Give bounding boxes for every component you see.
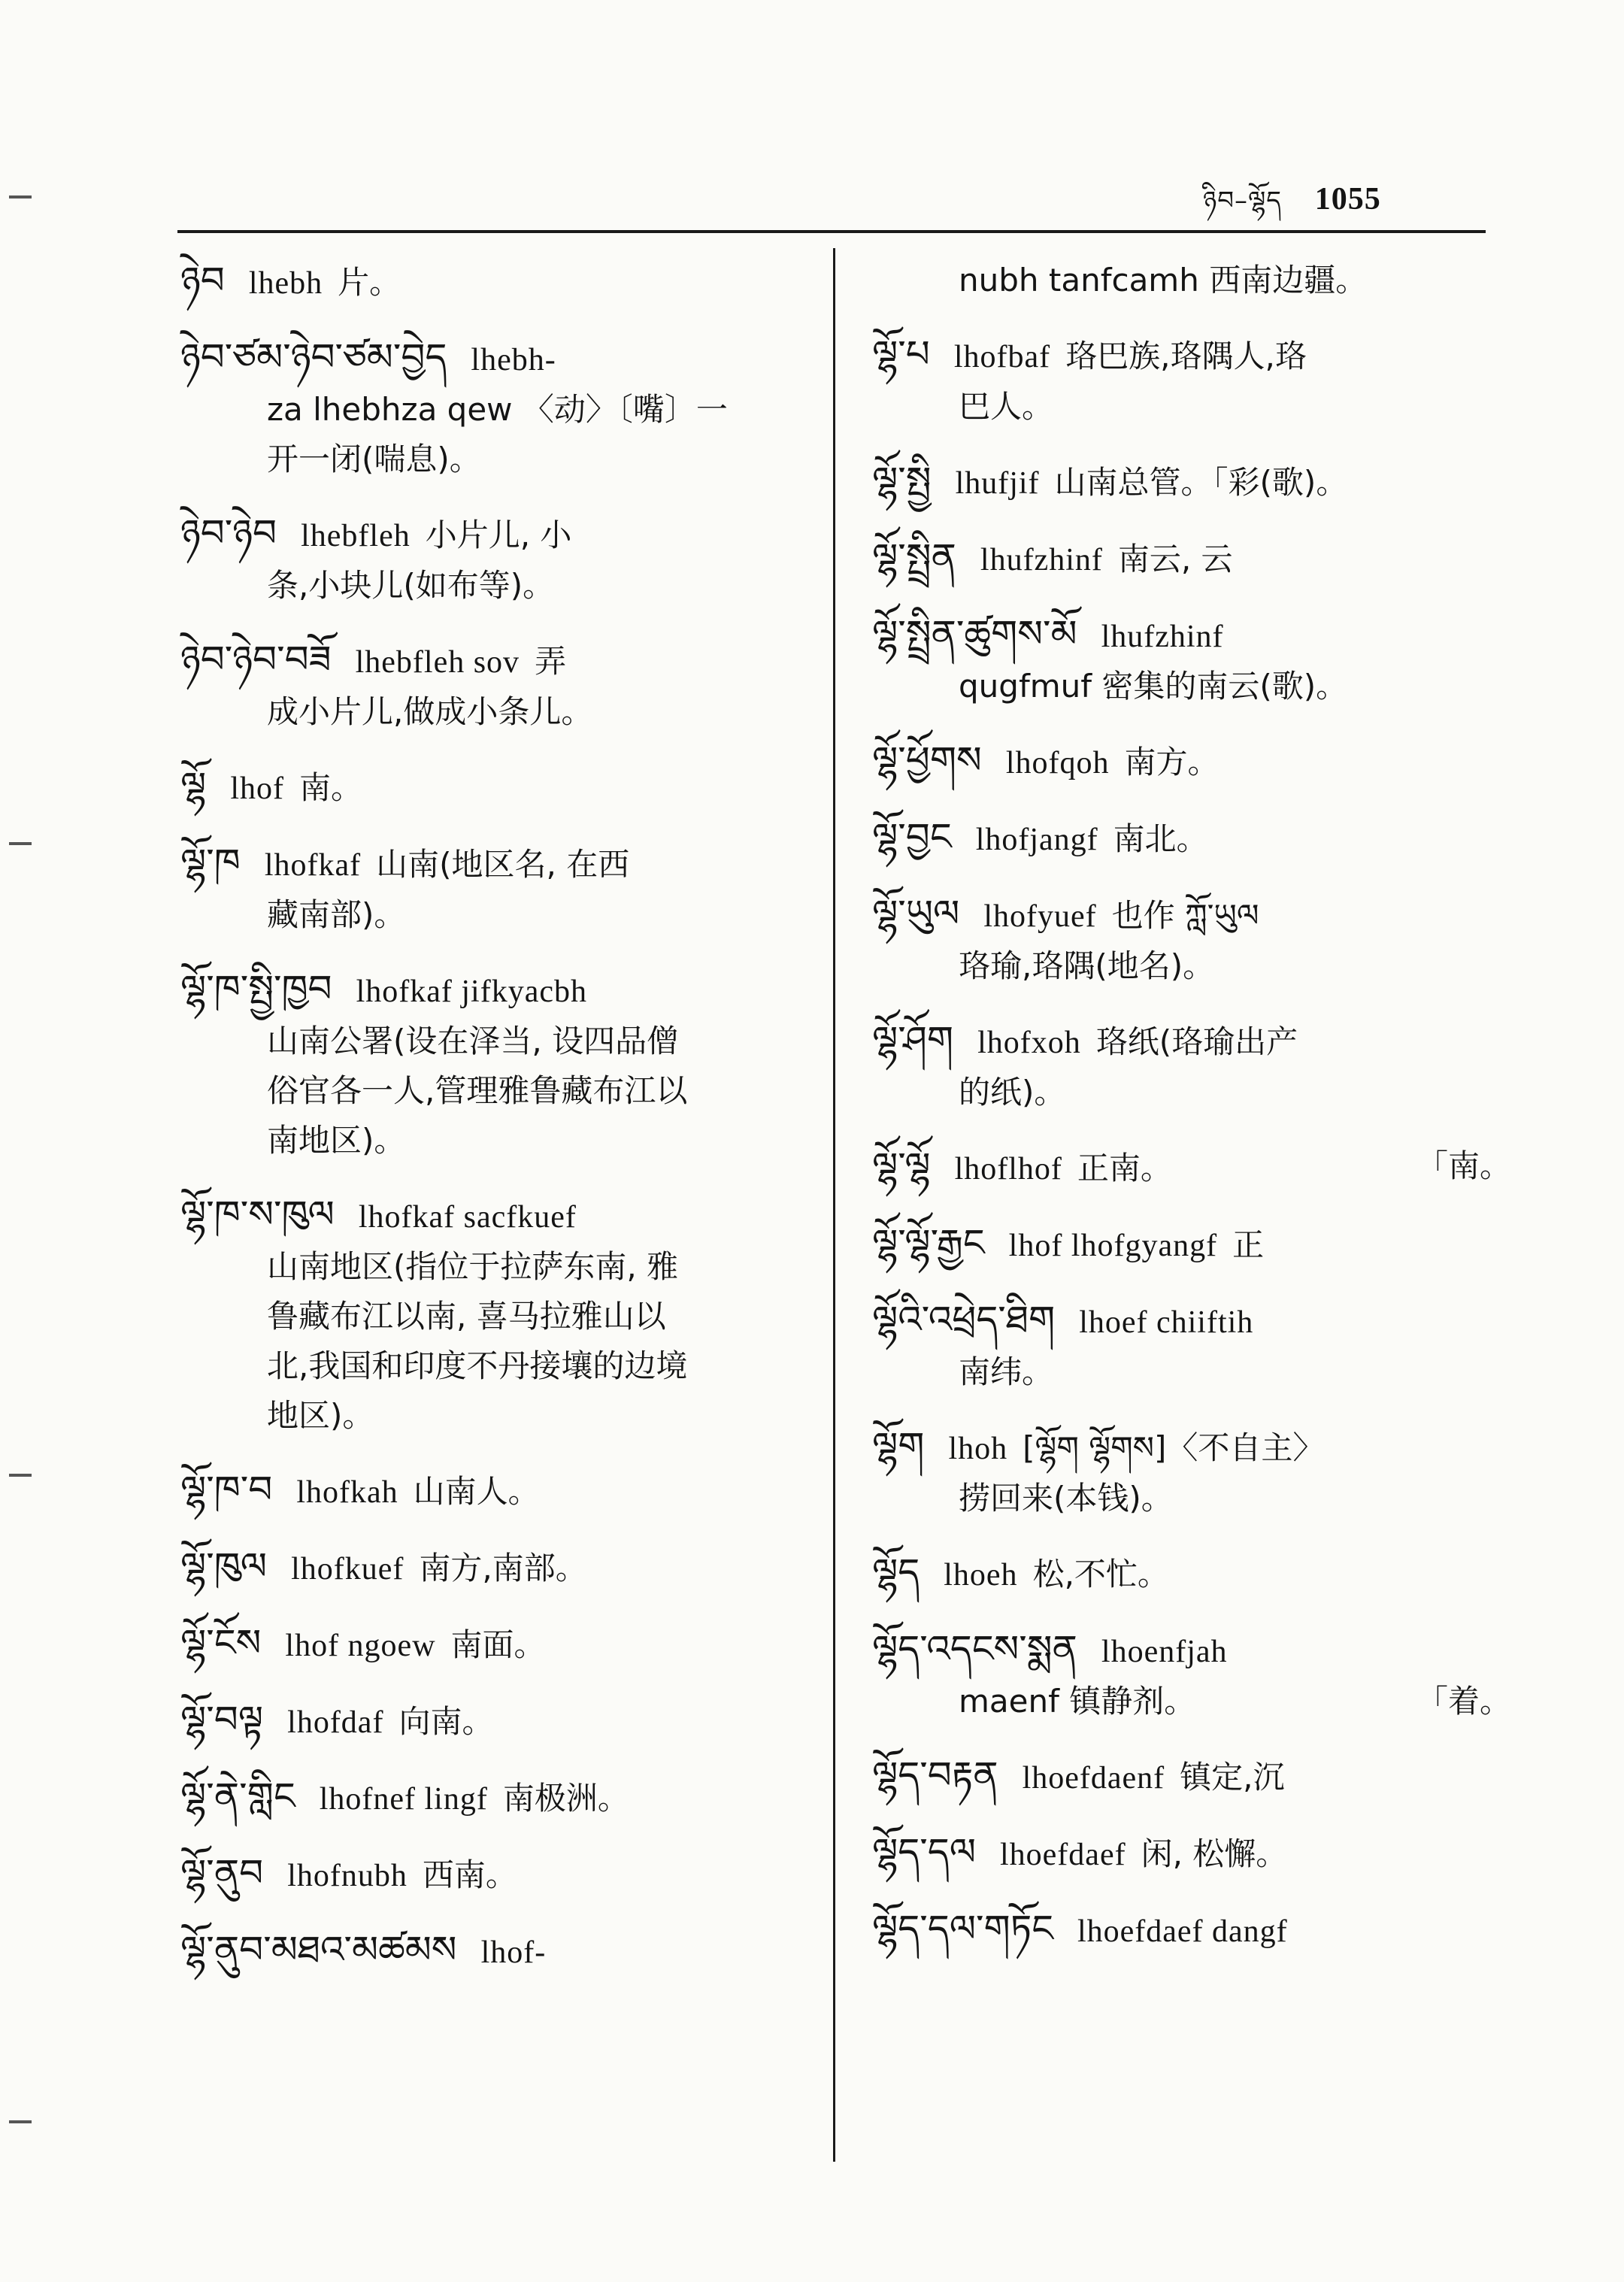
romanization: lhoefdaef dangf bbox=[1077, 1914, 1288, 1949]
gloss: 向南。 bbox=[398, 1703, 494, 1740]
headword: ལྷོའི་འཕྲེད་ཐིག bbox=[872, 1298, 1056, 1341]
dictionary-entry bbox=[872, 1015, 1511, 1117]
headword: ཉེབ་ཉེབ་བཟོ bbox=[180, 638, 332, 681]
dictionary-entry bbox=[872, 812, 1511, 865]
continuation-text: 开一闭(喘息)。 bbox=[267, 441, 481, 477]
romanization: lhoh bbox=[948, 1432, 1008, 1466]
romanization: lhofnubh bbox=[287, 1859, 408, 1893]
gloss: 正 bbox=[1232, 1226, 1265, 1263]
continuation-text: za lhebhza qew 〈动〉〔嘴〕一 bbox=[267, 391, 728, 428]
page-number: 1055 bbox=[1314, 182, 1381, 217]
headword: ལྷོ bbox=[180, 764, 207, 808]
headword: ལྷོ་ཁ་སྤྱི་ཁྱབ bbox=[180, 967, 332, 1011]
dictionary-entry bbox=[180, 1925, 820, 1977]
gloss: 闲, 松懈。 bbox=[1141, 1835, 1288, 1872]
headword: ལྷོད་དལ bbox=[872, 1830, 976, 1874]
scan-mark bbox=[9, 1474, 32, 1477]
headword: ལྷོ་ལྷོ་རྒྱང bbox=[872, 1221, 985, 1265]
headword: ལྷོ་པ bbox=[872, 332, 930, 376]
romanization: lhebfleh bbox=[301, 519, 411, 553]
left-column bbox=[180, 256, 820, 2002]
headword: ལྷོད་བརྟན bbox=[872, 1753, 998, 1797]
gloss: 弄 bbox=[535, 643, 567, 680]
romanization: lhoeh bbox=[944, 1558, 1018, 1593]
entry-line bbox=[872, 456, 1511, 508]
dictionary-entry bbox=[872, 1827, 1511, 1880]
romanization: lhoenfjah bbox=[1101, 1635, 1228, 1669]
dictionary-entry bbox=[872, 889, 1511, 991]
headword: ལྷོ་ཁ bbox=[180, 841, 241, 884]
entry-line bbox=[872, 1068, 1511, 1117]
entry-line bbox=[872, 1347, 1511, 1397]
entry-line bbox=[872, 812, 1511, 865]
dictionary-entry bbox=[872, 1141, 1511, 1194]
entry-line bbox=[872, 329, 1511, 382]
entry-line bbox=[180, 838, 820, 890]
romanization: lhoefdaef bbox=[1000, 1838, 1126, 1872]
gloss: 南方。 bbox=[1124, 744, 1220, 780]
dictionary-entry bbox=[872, 532, 1511, 585]
gloss: 南极洲。 bbox=[502, 1780, 629, 1817]
entry-line bbox=[872, 1677, 1511, 1726]
gloss: 也作 ཀློ་ཡུལ bbox=[1111, 897, 1259, 934]
entry-line bbox=[872, 735, 1511, 788]
headword: ལྷོ་ཤོག bbox=[872, 1018, 954, 1062]
dictionary-entry bbox=[180, 508, 820, 611]
headword: ཉེབ bbox=[180, 259, 225, 302]
gloss: 山南(地区名, 在西 bbox=[376, 846, 630, 883]
romanization: lhoef chiiftih bbox=[1079, 1305, 1254, 1340]
gloss: 南云, 云 bbox=[1117, 541, 1233, 577]
scan-mark bbox=[9, 842, 32, 845]
entry-line bbox=[872, 662, 1511, 711]
gloss: 山南总管。「彩(歌)。 bbox=[1054, 464, 1348, 501]
romanization: lhofkuef bbox=[291, 1552, 404, 1586]
romanization: lhof- bbox=[480, 1935, 547, 1970]
entry-line bbox=[180, 1848, 820, 1901]
carryover-mark: 「着。 bbox=[1416, 1683, 1511, 1720]
headword: ལྷོ་སྤྱི bbox=[872, 459, 932, 502]
continuation-text: 的纸)。 bbox=[959, 1074, 1066, 1111]
continuation-text: nubh tanfcamh 西南边疆。 bbox=[959, 262, 1368, 299]
entry-line bbox=[180, 687, 820, 737]
entry-line bbox=[180, 1017, 820, 1066]
entry-line bbox=[180, 1925, 820, 1977]
scan-margin bbox=[0, 0, 45, 2282]
entry-line bbox=[872, 1141, 1511, 1194]
continuation-text: 藏南部)。 bbox=[267, 896, 406, 933]
dictionary-entry bbox=[872, 609, 1511, 711]
dictionary-entry bbox=[872, 1624, 1511, 1726]
gloss: 正南。 bbox=[1077, 1150, 1172, 1186]
continuation-text: 珞瑜,珞隅(地名)。 bbox=[959, 947, 1215, 984]
headword: ལྷོ་ཁུལ bbox=[180, 1544, 268, 1588]
headword: ལྷོད་དལ་གཏོང bbox=[872, 1907, 1053, 1950]
continuation-text: 南纬。 bbox=[959, 1353, 1054, 1390]
entry-line bbox=[180, 1292, 820, 1341]
entry-line bbox=[872, 1295, 1511, 1347]
dictionary-entry bbox=[872, 1421, 1511, 1523]
dictionary-entry bbox=[180, 1771, 820, 1824]
gloss: 山南人。 bbox=[413, 1473, 540, 1510]
romanization: lhof ngoew bbox=[285, 1629, 436, 1663]
gloss: 南。 bbox=[298, 769, 362, 806]
romanization: lhofkaf sacfkuef bbox=[358, 1200, 577, 1235]
dictionary-entry bbox=[872, 456, 1511, 508]
romanization: lhebh- bbox=[471, 343, 556, 377]
continuation-text: 北,我国和印度不丹接壤的边境 bbox=[267, 1347, 688, 1384]
dictionary-entry bbox=[872, 1750, 1511, 1803]
romanization: lhofbaf bbox=[953, 340, 1051, 374]
continuation-text: 条,小块儿(如布等)。 bbox=[267, 567, 555, 604]
right-column bbox=[872, 256, 1511, 1980]
romanization: lhufzhinf bbox=[1101, 620, 1224, 654]
gloss: [ལྷོག ལྷོགས]〈不自主〉 bbox=[1023, 1429, 1325, 1466]
romanization: lhofkaf bbox=[264, 848, 362, 883]
entry-line bbox=[872, 1547, 1511, 1600]
headword: ལྷོ་ཁ་ས་ཁུལ bbox=[180, 1193, 335, 1236]
dictionary-entry bbox=[872, 256, 1511, 305]
entry-line bbox=[180, 256, 820, 308]
romanization: lhofjangf bbox=[975, 823, 1098, 857]
entry-line bbox=[872, 1827, 1511, 1880]
entry-line bbox=[180, 1541, 820, 1594]
headword: ལྷོ་ནུབ bbox=[180, 1851, 264, 1895]
dictionary-entry bbox=[180, 1695, 820, 1747]
headword: ལྷོ་ཕྱོགས bbox=[872, 738, 982, 782]
gloss: 南方,南部。 bbox=[419, 1550, 587, 1586]
entry-line bbox=[872, 1474, 1511, 1523]
entry-line bbox=[872, 1421, 1511, 1474]
romanization: lhofnef lingf bbox=[319, 1782, 488, 1817]
continuation-text: 巴人。 bbox=[959, 388, 1054, 425]
entry-line bbox=[180, 332, 820, 385]
dictionary-entry bbox=[872, 1218, 1511, 1271]
entry-line bbox=[180, 1242, 820, 1292]
dictionary-entry bbox=[872, 1904, 1511, 1956]
continuation-text: 南地区)。 bbox=[267, 1122, 406, 1159]
gloss: 镇定,沉 bbox=[1180, 1759, 1285, 1796]
romanization: lhofkah bbox=[296, 1475, 398, 1510]
gloss: 小片儿, 小 bbox=[425, 517, 572, 553]
romanization: lhof lhofgyangf bbox=[1008, 1229, 1218, 1263]
headword: ཉེབ་ཉེབ bbox=[180, 511, 277, 555]
entry-line bbox=[180, 1618, 820, 1671]
romanization: lhofyuef bbox=[983, 899, 1097, 934]
romanization: lhufzhinf bbox=[980, 543, 1103, 577]
romanization: lhofqoh bbox=[1005, 746, 1110, 780]
carryover-mark: 「南。 bbox=[1416, 1147, 1511, 1184]
entry-line bbox=[872, 1218, 1511, 1271]
romanization: lhebfleh sov bbox=[355, 645, 520, 680]
dictionary-entry bbox=[180, 256, 820, 308]
entry-line bbox=[872, 382, 1511, 432]
gloss: 珞巴族,珞隅人,珞 bbox=[1065, 338, 1307, 374]
entry-line bbox=[180, 1116, 820, 1165]
gloss: 松,不忙。 bbox=[1032, 1556, 1169, 1593]
continuation-text: 山南地区(指位于拉萨东南, 雅 bbox=[267, 1248, 679, 1285]
headword: ལྷོ་ཡུལ bbox=[872, 892, 960, 935]
dictionary-entry bbox=[180, 964, 820, 1165]
dictionary-entry bbox=[180, 838, 820, 940]
gloss: 南面。 bbox=[450, 1626, 546, 1663]
headword: ལྷོག bbox=[872, 1424, 925, 1468]
headword: ལྷོད bbox=[872, 1550, 920, 1594]
header-rule bbox=[177, 230, 1486, 233]
entry-line bbox=[180, 1771, 820, 1824]
entry-line bbox=[180, 435, 820, 484]
gloss: 西南。 bbox=[422, 1856, 517, 1893]
dictionary-entry bbox=[180, 635, 820, 737]
entry-line bbox=[180, 761, 820, 814]
romanization: lhofxoh bbox=[977, 1026, 1081, 1060]
dictionary-entry bbox=[180, 1465, 820, 1517]
continuation-text: 捞回来(本钱)。 bbox=[959, 1480, 1173, 1517]
entry-line bbox=[180, 561, 820, 611]
romanization: lhebh bbox=[248, 266, 323, 301]
dictionary-entry bbox=[872, 329, 1511, 432]
entry-line bbox=[180, 1341, 820, 1391]
dictionary-entry bbox=[872, 735, 1511, 788]
continuation-text: 鲁藏布江以南, 喜马拉雅山以 bbox=[267, 1298, 666, 1335]
entry-line bbox=[180, 1391, 820, 1441]
entry-line bbox=[180, 964, 820, 1017]
dictionary-entry bbox=[180, 1618, 820, 1671]
gloss: 片。 bbox=[338, 264, 401, 301]
continuation-text: 地区)。 bbox=[267, 1397, 374, 1434]
scan-mark bbox=[9, 2120, 32, 2123]
dictionary-entry bbox=[180, 1189, 820, 1441]
continuation-text: 山南公署(设在泽当, 设四品僧 bbox=[267, 1023, 679, 1059]
romanization: lhoefdaenf bbox=[1022, 1761, 1165, 1796]
continuation-text: maenf 镇静剂。 bbox=[959, 1683, 1196, 1720]
entry-line bbox=[180, 385, 820, 435]
dictionary-entry bbox=[872, 1295, 1511, 1397]
headword: ལྷོ་སྤྲིན་ཚུགས་མོ bbox=[872, 612, 1077, 656]
entry-line bbox=[872, 889, 1511, 941]
headword: ལྷོ་ནུབ་མཐའ་མཚམས bbox=[180, 1928, 457, 1971]
entry-line bbox=[180, 1189, 820, 1242]
dictionary-entry bbox=[872, 1547, 1511, 1600]
continuation-text: qugfmuf 密集的南云(歌)。 bbox=[959, 668, 1348, 705]
header-range: ཉིབ–ལྷོད bbox=[1203, 186, 1282, 216]
entry-line bbox=[872, 609, 1511, 662]
gloss: 南北。 bbox=[1113, 820, 1208, 857]
entry-line bbox=[872, 256, 1511, 305]
headword: ལྷོ་སྤྲིན bbox=[872, 535, 956, 579]
entry-line bbox=[180, 1695, 820, 1747]
entry-line bbox=[872, 941, 1511, 991]
headword: ཉེབ་ཙམ་ཉེབ་ཙམ་བྱེད bbox=[180, 335, 447, 379]
dictionary-entry bbox=[180, 761, 820, 814]
headword: ལྷོ་ཁ་བ bbox=[180, 1468, 273, 1511]
romanization: lhofkaf jifkyacbh bbox=[356, 974, 587, 1009]
headword: ལྷོ་ནེ་གླིང bbox=[180, 1774, 295, 1818]
romanization: lhufjif bbox=[955, 466, 1040, 501]
continuation-text: 俗官各一人,管理雅鲁藏布江以 bbox=[267, 1072, 688, 1109]
entry-line bbox=[872, 1015, 1511, 1068]
entry-line bbox=[872, 1904, 1511, 1956]
romanization: lhoflhof bbox=[954, 1152, 1062, 1186]
entry-line bbox=[872, 532, 1511, 585]
entry-line bbox=[180, 1465, 820, 1517]
headword: ལྷོ་ལྷོ bbox=[872, 1144, 931, 1188]
entry-line bbox=[180, 1066, 820, 1116]
entry-line bbox=[872, 1624, 1511, 1677]
entry-line bbox=[180, 635, 820, 687]
column-divider bbox=[833, 248, 835, 2162]
headword: ལྷོ་བལྟ bbox=[180, 1698, 264, 1741]
entry-line bbox=[180, 508, 820, 561]
continuation-text: 成小片儿,做成小条儿。 bbox=[267, 693, 593, 730]
headword: ལྷོ་བྱང bbox=[872, 815, 952, 859]
romanization: lhof bbox=[230, 771, 284, 806]
scan-mark bbox=[9, 195, 32, 199]
dictionary-entry bbox=[180, 1541, 820, 1594]
headword: ལྷོ་ངོས bbox=[180, 1621, 262, 1665]
entry-line bbox=[180, 890, 820, 940]
dictionary-entry bbox=[180, 332, 820, 484]
gloss: 珞纸(珞瑜出产 bbox=[1095, 1023, 1298, 1060]
entry-line bbox=[872, 1750, 1511, 1803]
romanization: lhofdaf bbox=[287, 1705, 384, 1740]
headword: ལྷོད་འདངས་སྨན bbox=[872, 1627, 1077, 1671]
dictionary-entry bbox=[180, 1848, 820, 1901]
